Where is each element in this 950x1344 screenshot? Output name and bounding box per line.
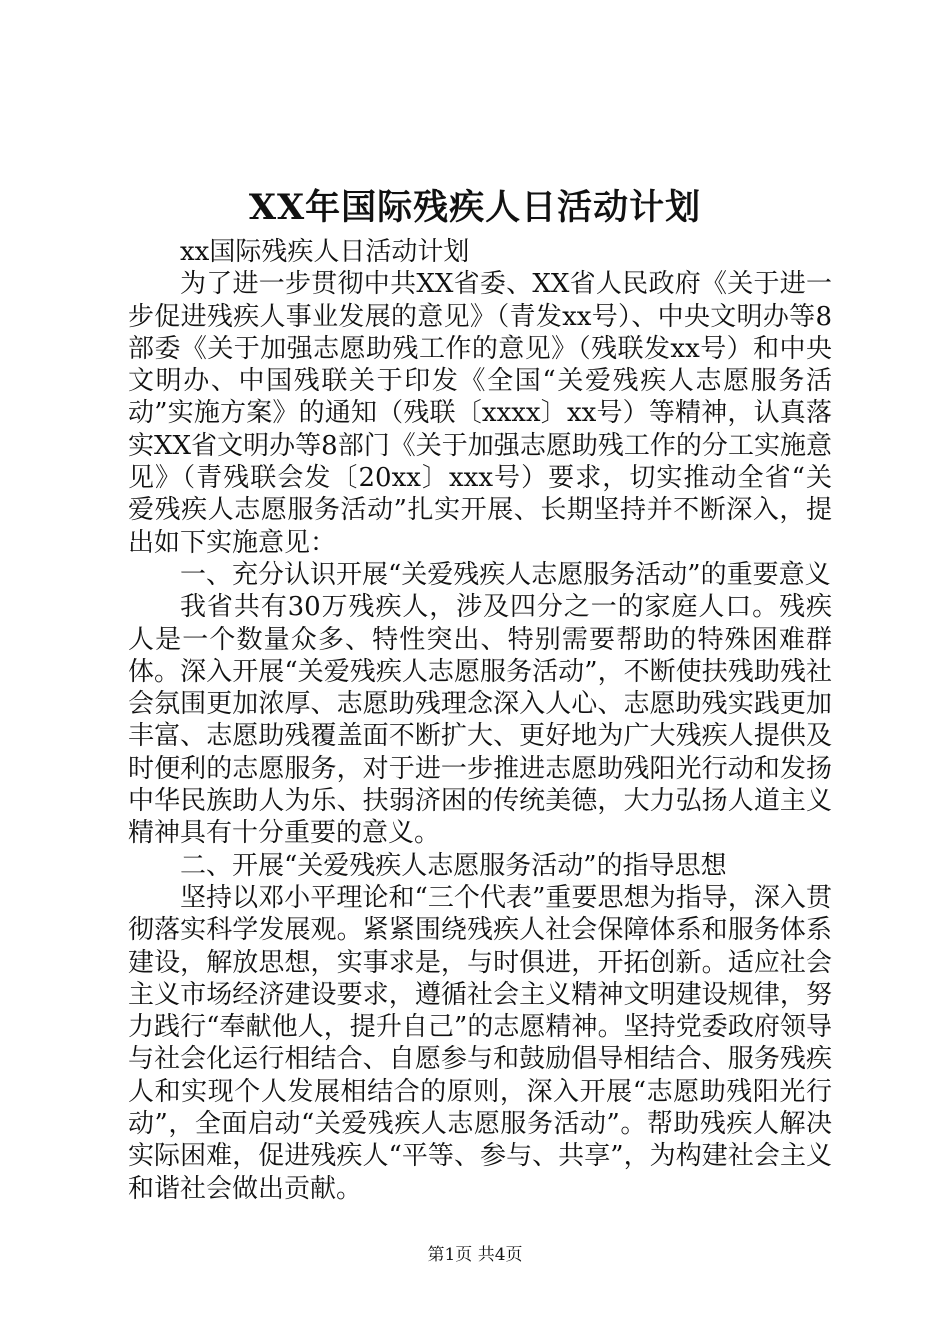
section-heading-2: 二、开展“关爱残疾人志愿服务活动”的指导思想	[180, 850, 727, 881]
document-title: XX年国际残疾人日活动计划	[248, 187, 702, 228]
paragraph-section-2: 坚持以邓小平理论和“三个代表”重要思想为指导，深入贯彻落实科学发展观。紧紧围绕残疾人社会保障体系和服务体系建设，解放思想，实事求是，与时俱进，开拓创新。适应社会主义市场经济建设要求，遵循社会主义精神文明建设规律，努力践行“奉献他人，提升自己”的志愿精神。坚持党委政府领导与社会化运行相结合、自愿参与和鼓励倡导相结合、服务残疾人和实现个人发展相结合的原则，深入开展“志愿助残阳光行动”，全面启动“关爱残疾人志愿服务活动”。帮助残疾人解决实际困难，促进残疾人“平等、参与、共享”，为构建社会主义和谐社会做出贡献。	[128, 882, 832, 1204]
page-number-footer: 第1页 共4页	[427, 1245, 523, 1265]
document-subtitle: xx国际残疾人日活动计划	[180, 237, 470, 267]
document-body	[128, 236, 832, 1205]
paragraph-section-1: 我省共有30万残疾人，涉及四分之一的家庭人口。残疾人是一个数量众多、特性突出、特别需要帮助的特殊困难群体。深入开展“关爱残疾人志愿服务活动”，不断使扶残助残社会氛围更加浓厚、志愿助残理念深入人心、志愿助残实践更加丰富、志愿助残覆盖面不断扩大、更好地为广大残疾人提供及时便利的志愿服务，对于进一步推进志愿助残阳光行动和发扬中华民族助人为乐、扶弱济困的传统美德，大力弘扬人道主义精神具有十分重要的意义。	[128, 592, 832, 849]
paragraph-intro: 为了进一步贯彻中共XX省委、XX省人民政府《关于进一步促进残疾人事业发展的意见》（青发xx号）、中央文明办等8部委《关于加强志愿助残工作的意见》（残联发xx号）和中央文明办、中国残联关于印发《全国“关爱残疾人志愿服务活动”实施方案》的通知（残联〔xxxx〕xx号）等精神，认真落实XX省文明办等8部门《关于加强志愿助残工作的分工实施意见》（青残联会发〔20xx〕xxx号）要求，切实推动全省“关爱残疾人志愿服务活动”扎实开展、长期坚持并不断深入，提出如下实施意见：	[128, 269, 832, 558]
section-heading-1: 一、充分认识开展“关爱残疾人志愿服务活动”的重要意义	[180, 559, 831, 590]
